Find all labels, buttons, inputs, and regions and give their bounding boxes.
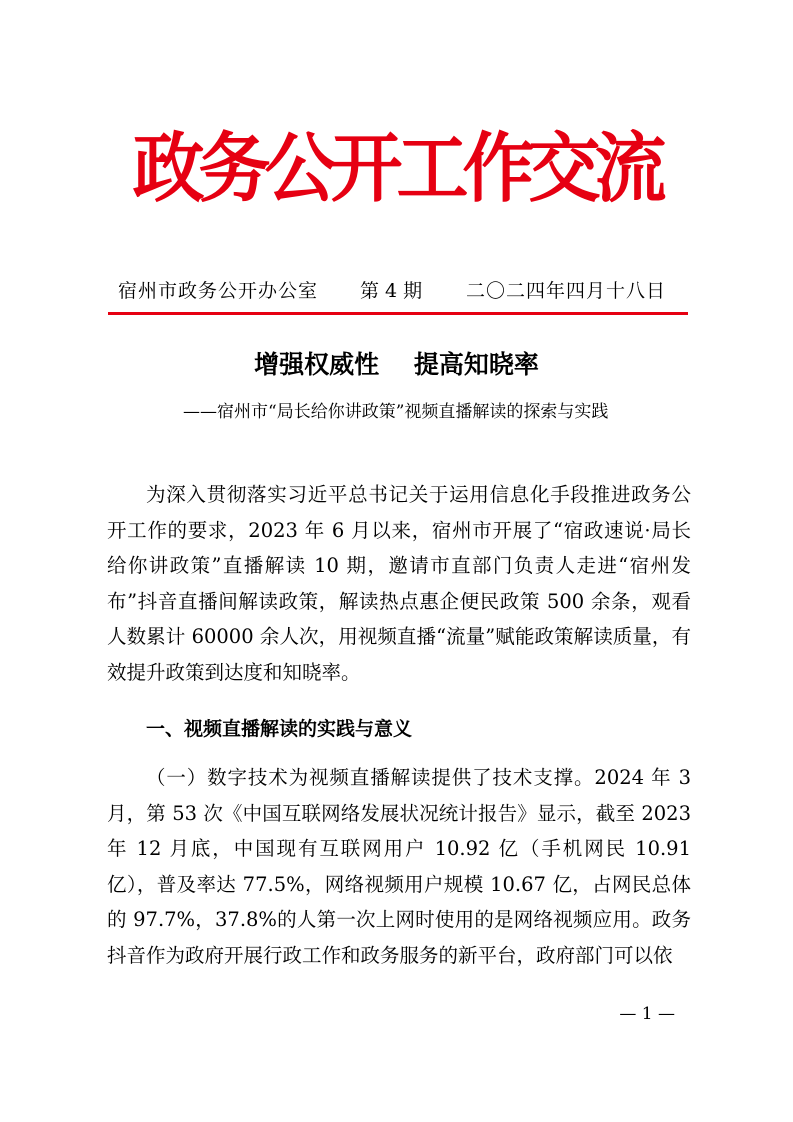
subsection-text: 2024 年 3 月，第 53 次《中国互联网络发展状况统计报告》显示，截至 2023 年 12 月底，中国现有互联网用户 10.92 亿（手机网民 10.91 亿），普及率达 77.5%，网络视频用户规模 10.67 亿，占网民总体的 97.7%，37.8%的人第一次上网时使用的是网络视频应用。政务抖音作为政府开展行政工作和政务服务的新平台，政府部门可以依 — [107, 766, 691, 967]
subsection-label: （一）数字技术为视频直播解读提供了技术支撑。 — [146, 766, 595, 789]
article-subtitle: ——宿州市“局长给你讲政策”视频直播解读的探索与实践 — [183, 402, 609, 422]
issue-date: 二〇二四年四月十八日 — [466, 280, 667, 302]
issue-number: 第 4 期 — [360, 280, 423, 302]
masthead-title: 政务公开工作交流 — [132, 123, 661, 213]
section-heading: 一、视频直播解读的实践与意义 — [146, 718, 413, 740]
article-title: 增强权威性 提高知晓率 — [254, 350, 539, 379]
body-paragraph — [107, 760, 691, 973]
body-paragraph: 为深入贯彻落实习近平总书记关于运用信息化手段推进政务公开工作的要求，2023 年 6 月以来，宿州市开展了“宿政速说·局长给你讲政策”直播解读 10 期，邀请市直部门负责人走进“宿州发布”抖音直播间解读政策，解读热点惠企便民政策 500 余条，观看人数累计 60000 余人次，用视频直播“流量”赋能政策解读质量，有效提升政策到达度和知晓率。 — [107, 483, 691, 684]
page-number — [0, 1000, 793, 1028]
issue-meta-line — [118, 276, 688, 306]
page-number-text: — 1 — — [619, 1004, 675, 1024]
red-divider-rule — [108, 312, 688, 315]
issuing-office: 宿州市政务公开办公室 — [118, 280, 319, 302]
